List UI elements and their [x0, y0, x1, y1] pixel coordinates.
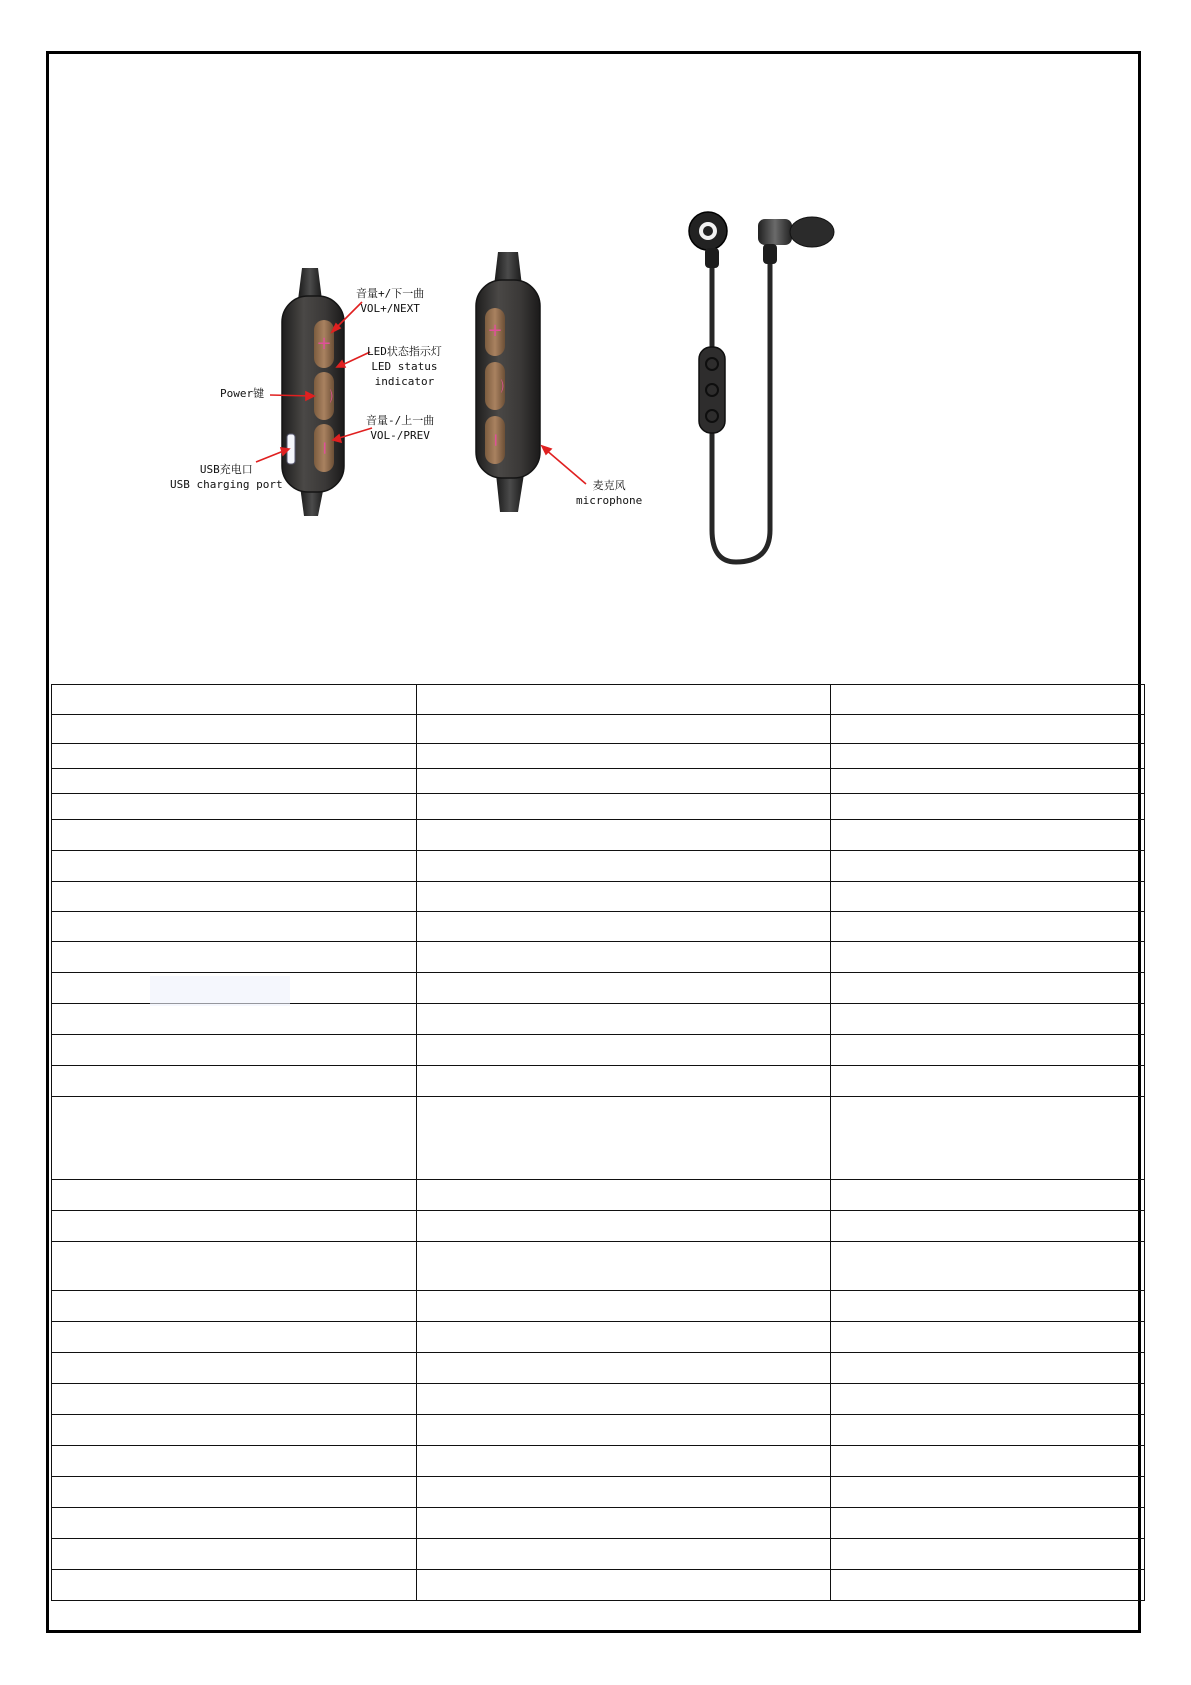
- call-icon: ⌒: [316, 389, 332, 403]
- table-cell: [831, 1570, 1145, 1601]
- table-row: [52, 1322, 1145, 1353]
- call-icon: ⌒: [487, 379, 503, 393]
- earphones: [689, 212, 834, 562]
- table-cell: [831, 1291, 1145, 1322]
- plus-icon: +: [487, 320, 503, 341]
- table-cell: [417, 1415, 831, 1446]
- table-cell: [831, 1180, 1145, 1211]
- table-row: [52, 1211, 1145, 1242]
- table-cell: [831, 1415, 1145, 1446]
- table-cell: [831, 1508, 1145, 1539]
- table-cell: [52, 1477, 417, 1508]
- table-cell: [831, 1035, 1145, 1066]
- minus-icon: −: [314, 440, 335, 456]
- table-cell: [52, 912, 417, 942]
- inline-remote: [699, 347, 725, 433]
- highlight-smudge: [150, 976, 290, 1006]
- table-cell: [831, 820, 1145, 851]
- table-row: [52, 1004, 1145, 1035]
- table-row: [52, 1097, 1145, 1180]
- table-cell: [417, 942, 831, 973]
- table-cell: [417, 851, 831, 882]
- table-row: [52, 912, 1145, 942]
- callout-vol-plus-cn: 音量+/下一曲: [356, 287, 425, 300]
- table-cell: [52, 1539, 417, 1570]
- remote-back: [476, 252, 586, 512]
- table-cell: [831, 715, 1145, 744]
- table-cell: [52, 1004, 417, 1035]
- table-cell: [52, 769, 417, 794]
- table-cell: [52, 1570, 417, 1601]
- table-cell: [52, 1322, 417, 1353]
- table-cell: [52, 715, 417, 744]
- table-cell: [417, 1242, 831, 1291]
- table-cell: [831, 973, 1145, 1004]
- table-cell: [831, 1353, 1145, 1384]
- table-cell: [831, 1211, 1145, 1242]
- table-cell: [831, 744, 1145, 769]
- table-cell: [831, 1066, 1145, 1097]
- table-cell: [417, 1477, 831, 1508]
- table-cell: [52, 942, 417, 973]
- table-row: [52, 1242, 1145, 1291]
- table-cell: [417, 1322, 831, 1353]
- table-cell: [52, 1242, 417, 1291]
- table-cell: [831, 769, 1145, 794]
- spec-table: [51, 684, 1145, 1601]
- product-figure: [0, 0, 1191, 640]
- table-cell: [52, 1291, 417, 1322]
- table-cell: [417, 1004, 831, 1035]
- table-row: [52, 744, 1145, 769]
- table-row: [52, 794, 1145, 820]
- table-cell: [417, 820, 831, 851]
- table-row: [52, 685, 1145, 715]
- callout-led-en-2: indicator: [374, 375, 435, 388]
- table-cell: [831, 1446, 1145, 1477]
- plus-icon: +: [316, 333, 332, 354]
- table-cell: [417, 1446, 831, 1477]
- table-row: [52, 1035, 1145, 1066]
- callout-vol-plus-en: VOL+/NEXT: [360, 302, 420, 315]
- table-cell: [831, 685, 1145, 715]
- callout-vol-minus-en: VOL-/PREV: [370, 429, 430, 442]
- table-row: [52, 1384, 1145, 1415]
- callout-power-label: Power键: [220, 387, 265, 400]
- table-cell: [417, 769, 831, 794]
- minus-icon: −: [485, 432, 506, 448]
- table-cell: [52, 685, 417, 715]
- table-cell: [831, 851, 1145, 882]
- table-cell: [831, 1477, 1145, 1508]
- table-cell: [52, 851, 417, 882]
- table-cell: [52, 882, 417, 912]
- table-cell: [417, 973, 831, 1004]
- table-cell: [831, 942, 1145, 973]
- callout-led: [367, 344, 442, 389]
- table-cell: [417, 1180, 831, 1211]
- table-cell: [417, 1570, 831, 1601]
- figure-drawing: [0, 0, 1191, 640]
- table-cell: [831, 1384, 1145, 1415]
- table-cell: [417, 1291, 831, 1322]
- table-cell: [417, 1508, 831, 1539]
- table-cell: [52, 1384, 417, 1415]
- callout-mic-en: microphone: [576, 494, 643, 507]
- table-row: [52, 1446, 1145, 1477]
- table-cell: [52, 1211, 417, 1242]
- table-row: [52, 1508, 1145, 1539]
- earbud-right-housing: [758, 219, 792, 245]
- table-cell: [831, 1097, 1145, 1180]
- table-cell: [831, 1539, 1145, 1570]
- callout-mic: [576, 478, 642, 508]
- table-cell: [417, 1384, 831, 1415]
- table-row: [52, 851, 1145, 882]
- callout-vol-minus: [366, 413, 434, 443]
- table-row: [52, 1066, 1145, 1097]
- callout-usb-en: USB charging port: [170, 478, 283, 491]
- table-cell: [52, 1180, 417, 1211]
- table-cell: [417, 912, 831, 942]
- table-cell: [417, 1035, 831, 1066]
- table-cell: [417, 1097, 831, 1180]
- table-cell: [52, 820, 417, 851]
- table-row: [52, 1180, 1145, 1211]
- table-cell: [52, 1353, 417, 1384]
- earbud-right-tip: [790, 217, 834, 247]
- table-cell: [831, 882, 1145, 912]
- callout-vol-plus: [356, 286, 424, 316]
- table-row: [52, 1353, 1145, 1384]
- table-cell: [52, 1066, 417, 1097]
- spec-table-body: [52, 685, 1145, 1601]
- table-row: [52, 1539, 1145, 1570]
- table-cell: [417, 1353, 831, 1384]
- table-cell: [831, 912, 1145, 942]
- table-cell: [52, 1035, 417, 1066]
- table-row: [52, 1415, 1145, 1446]
- callout-power: [220, 386, 264, 401]
- table-cell: [52, 794, 417, 820]
- callout-vol-minus-cn: 音量-/上一曲: [366, 414, 435, 427]
- remote-back-cable-bottom: [496, 474, 524, 512]
- table-cell: [831, 1242, 1145, 1291]
- table-row: [52, 769, 1145, 794]
- table-cell: [417, 1066, 831, 1097]
- table-row: [52, 942, 1145, 973]
- table-cell: [417, 882, 831, 912]
- remote-front-cable-top: [298, 268, 322, 300]
- callout-usb: [170, 462, 283, 492]
- table-cell: [52, 1097, 417, 1180]
- callout-mic-cn: 麦克风: [592, 479, 626, 492]
- table-row: [52, 715, 1145, 744]
- table-cell: [417, 1211, 831, 1242]
- earbud-left-stem: [705, 248, 719, 268]
- table-cell: [52, 744, 417, 769]
- callout-usb-cn: USB充电口: [199, 463, 253, 476]
- table-cell: [52, 1446, 417, 1477]
- table-row: [52, 1291, 1145, 1322]
- table-cell: [52, 1415, 417, 1446]
- table-cell: [417, 744, 831, 769]
- table-row: [52, 1570, 1145, 1601]
- table-cell: [417, 794, 831, 820]
- table-cell: [52, 1508, 417, 1539]
- table-cell: [417, 715, 831, 744]
- table-row: [52, 820, 1145, 851]
- table-cell: [417, 1539, 831, 1570]
- callout-led-en-1: LED status: [371, 360, 438, 373]
- table-cell: [417, 685, 831, 715]
- table-row: [52, 1477, 1145, 1508]
- earbud-right-stem: [763, 244, 777, 264]
- table-cell: [831, 1004, 1145, 1035]
- table-cell: [831, 1322, 1145, 1353]
- table-row: [52, 882, 1145, 912]
- callout-led-cn: LED状态指示灯: [367, 345, 442, 358]
- table-cell: [831, 794, 1145, 820]
